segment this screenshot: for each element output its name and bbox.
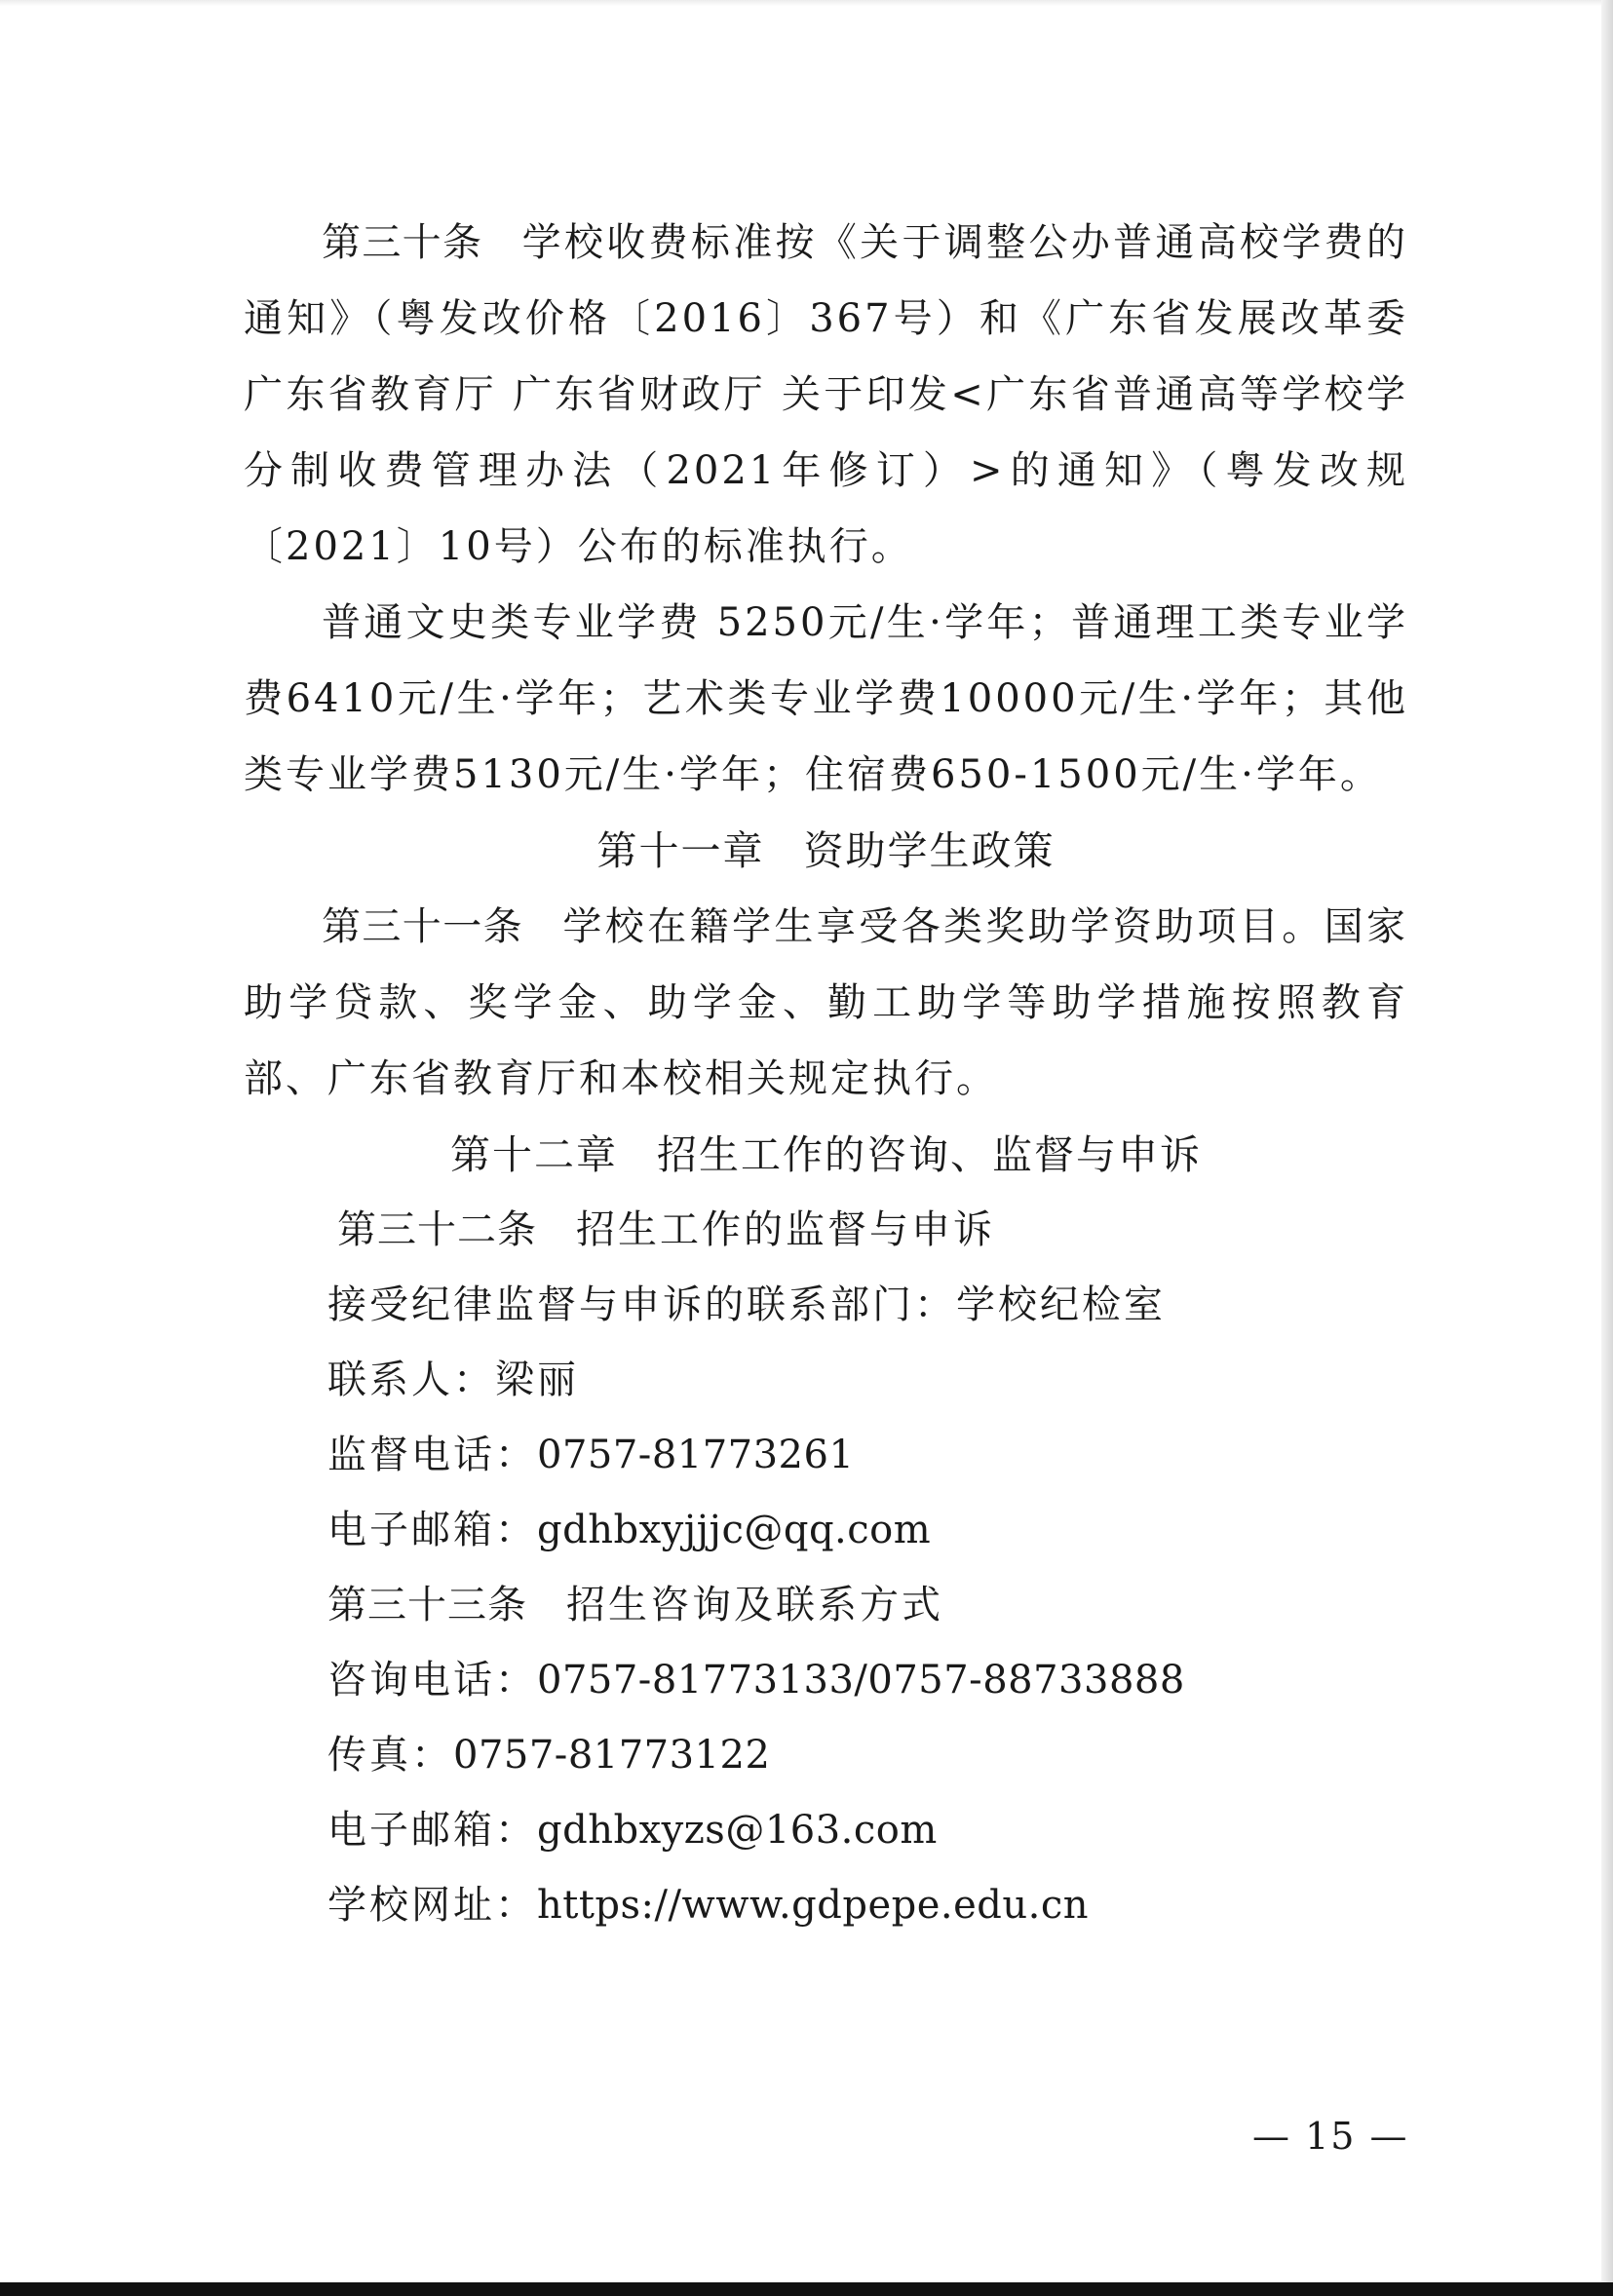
chapter-11-title bbox=[244, 813, 1408, 889]
website-line bbox=[244, 1868, 1408, 1943]
article-32-title: 招生工作的监督与申诉 bbox=[576, 1207, 995, 1252]
page-number: — 15 — bbox=[1252, 2115, 1409, 2158]
supervision-phone-label: 监督电话： bbox=[327, 1433, 537, 1477]
article-33-title: 招生咨询及联系方式 bbox=[566, 1583, 943, 1627]
document-body bbox=[244, 205, 1408, 1943]
supervision-email-value: gdhbxyjjjc@qq.com bbox=[537, 1508, 932, 1552]
fee-paragraph bbox=[244, 585, 1408, 813]
fax-value: 0757-81773122 bbox=[453, 1733, 771, 1778]
consult-email-value: gdhbxyzs@163.com bbox=[537, 1808, 938, 1853]
chapter-12-name: 招生工作的咨询、监督与申诉 bbox=[657, 1131, 1202, 1178]
article-30-body: 学校收费标准按《关于调整公办普通高校学费的通知》（粤发改价格〔2016〕367号）和《广东省发展改革委 广东省教育厅 广东省财政厅 关于印发<广东省普通高等学校学分制收费管理办法（2021年修订）>的通知》（粤发改规〔2021〕10号）公布的标准执行。 bbox=[244, 220, 1409, 569]
contact-person-line bbox=[244, 1343, 1408, 1418]
supervision-email-label: 电子邮箱： bbox=[327, 1508, 537, 1552]
scan-right-edge bbox=[1601, 0, 1613, 2296]
article-33-heading-line bbox=[244, 1568, 1408, 1643]
article-31-paragraph bbox=[244, 889, 1408, 1117]
article-30-paragraph bbox=[244, 205, 1408, 585]
fee-text: 普通文史类专业学费 5250元/生·学年；普通理工类专业学费6410元/生·学年；艺术类专业学费10000元/生·学年；其他类专业学费5130元/生·学年；住宿费650-1500元/生·学年。 bbox=[244, 600, 1408, 797]
article-30-heading: 第三十条 bbox=[322, 220, 483, 265]
fax-label: 传真： bbox=[327, 1733, 453, 1778]
supervision-phone-line bbox=[244, 1418, 1408, 1493]
chapter-11-name: 资助学生政策 bbox=[803, 827, 1056, 874]
consult-phone-value: 0757-81773133/0757-88733888 bbox=[537, 1658, 1185, 1703]
chapter-11-number: 第十一章 bbox=[596, 827, 765, 874]
supervision-dept-value: 学校纪检室 bbox=[956, 1282, 1166, 1327]
article-33-heading: 第三十三条 bbox=[327, 1583, 527, 1627]
scan-bottom-edge bbox=[0, 2282, 1613, 2296]
chapter-12-number: 第十二章 bbox=[450, 1131, 618, 1178]
scan-top-edge bbox=[0, 0, 1613, 6]
supervision-dept-label: 接受纪律监督与申诉的联系部门： bbox=[327, 1282, 956, 1327]
website-value: https://www.gdpepe.edu.cn bbox=[537, 1883, 1090, 1928]
contact-person-value: 梁丽 bbox=[495, 1358, 579, 1402]
article-31-heading: 第三十一条 bbox=[322, 904, 523, 949]
article-32-heading-line bbox=[244, 1193, 1408, 1268]
chapter-12-title bbox=[244, 1117, 1408, 1193]
consult-phone-line bbox=[244, 1643, 1408, 1718]
fax-line bbox=[244, 1718, 1408, 1793]
article-31-body: 学校在籍学生享受各类奖助学资助项目。国家助学贷款、奖学金、助学金、勤工助学等助学措施按照教育部、广东省教育厅和本校相关规定执行。 bbox=[244, 904, 1408, 1101]
supervision-dept-line bbox=[244, 1268, 1408, 1343]
consult-email-label: 电子邮箱： bbox=[327, 1808, 537, 1853]
supervision-email-line bbox=[244, 1493, 1408, 1568]
supervision-phone-value: 0757-81773261 bbox=[537, 1433, 855, 1477]
consult-email-line bbox=[244, 1793, 1408, 1868]
consult-phone-label: 咨询电话： bbox=[327, 1658, 537, 1703]
website-label: 学校网址： bbox=[327, 1883, 537, 1928]
article-32-heading: 第三十二条 bbox=[337, 1207, 537, 1252]
contact-person-label: 联系人： bbox=[327, 1358, 495, 1402]
